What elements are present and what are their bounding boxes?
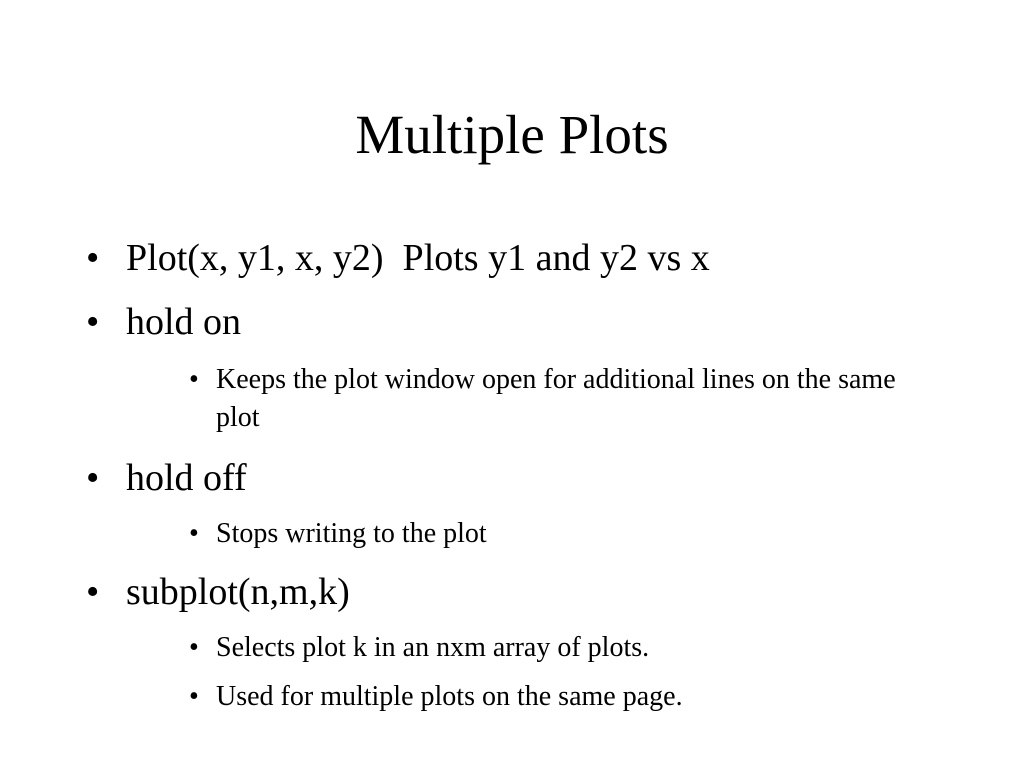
sub-bullet-text: Selects plot k in an nxm array of plots. xyxy=(216,632,650,663)
sub-bullet-item xyxy=(189,515,939,553)
bullet-text: Plot(x, y1, x, y2) Plots y1 and y2 vs x xyxy=(126,237,710,279)
bullet-text: hold on xyxy=(126,301,242,343)
bullet-icon: • xyxy=(86,237,100,279)
sub-bullet-icon: • xyxy=(189,681,199,712)
sub-bullet-item xyxy=(189,629,939,667)
sub-bullet-icon: • xyxy=(189,364,199,395)
sub-bullet-icon: • xyxy=(189,632,199,663)
sub-bullet-item xyxy=(189,678,939,716)
bullet-icon: • xyxy=(86,301,100,343)
sub-bullet-icon: • xyxy=(189,518,199,549)
sub-bullet-text: Keeps the plot window open for additional lines on the same plot xyxy=(216,364,896,433)
slide-title: Multiple Plots xyxy=(355,104,669,165)
bullet-text: subplot(n,m,k) xyxy=(126,571,350,613)
bullet-text: hold off xyxy=(126,457,247,499)
sub-bullet-text: Used for multiple plots on the same page. xyxy=(216,681,683,712)
bullet-icon: • xyxy=(86,571,100,613)
sub-bullet-text: Stops writing to the plot xyxy=(216,518,487,549)
bullet-icon: • xyxy=(86,457,100,499)
sub-bullet-item xyxy=(189,361,939,437)
